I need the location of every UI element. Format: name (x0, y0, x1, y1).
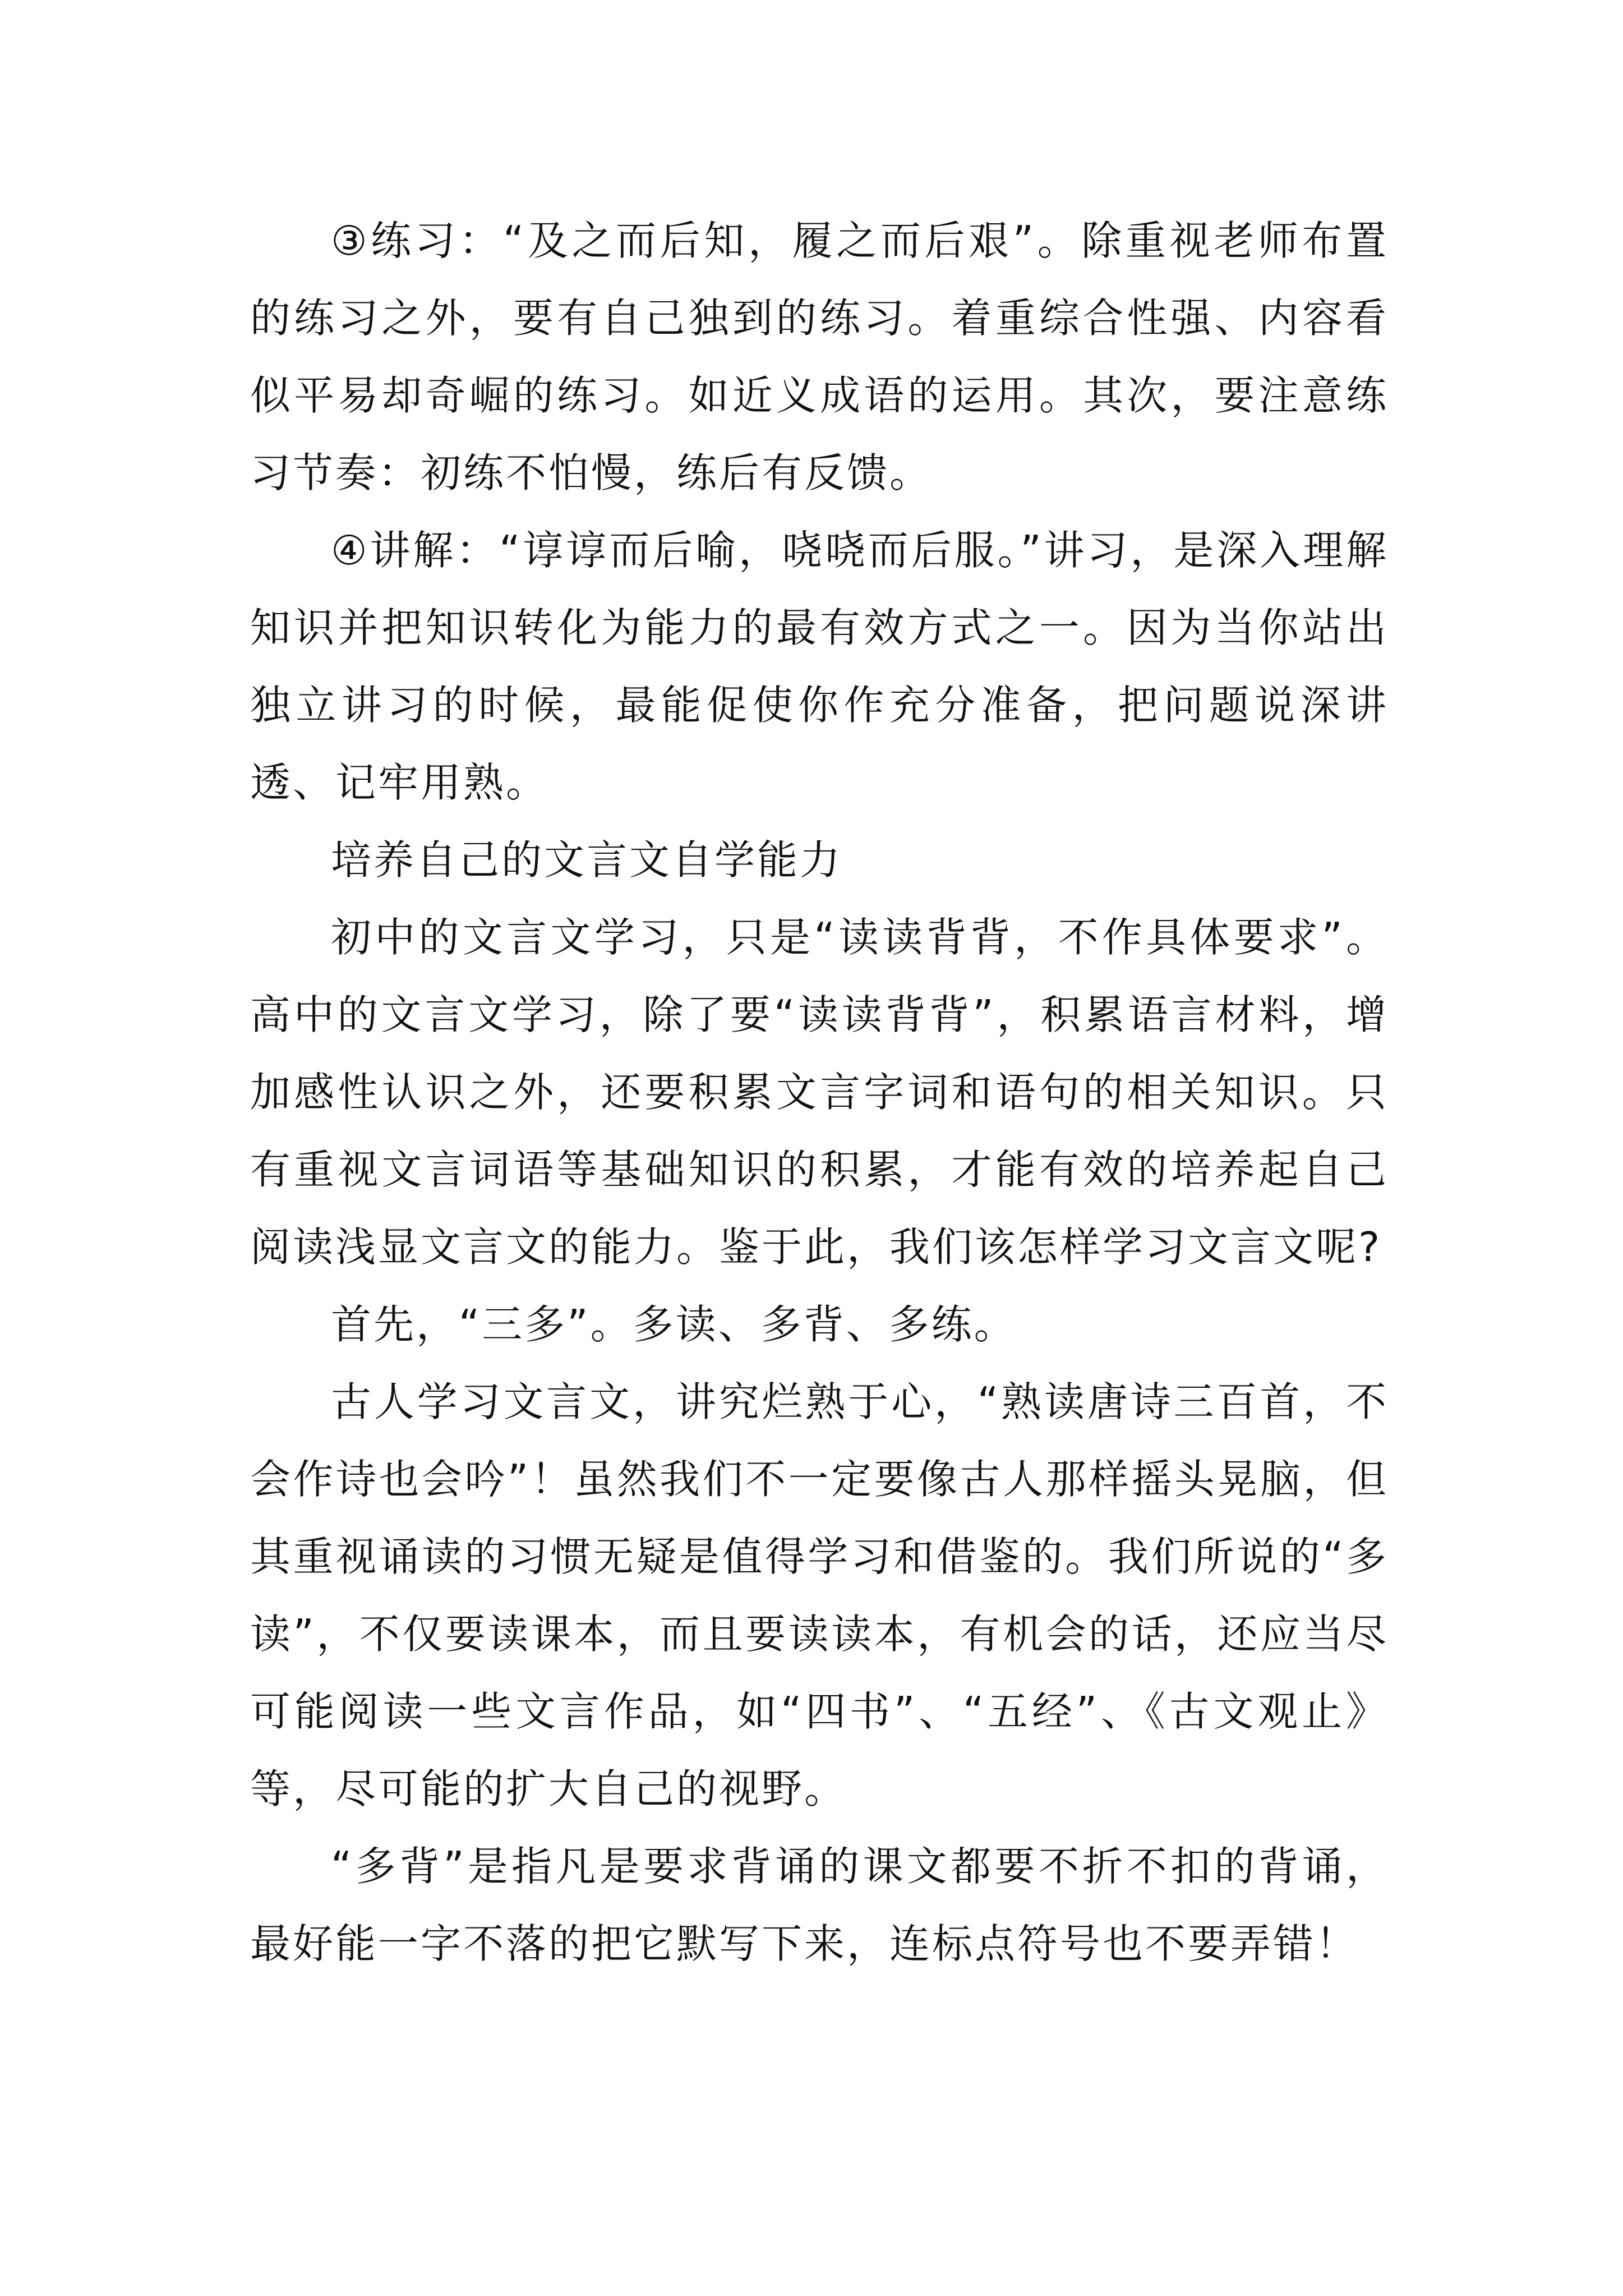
paragraph-three-mores: 首先，“三多”。多读、多背、多练。 (331, 1301, 1017, 1348)
section-heading: 培养自己的文言文自学能力 (331, 836, 843, 884)
paragraph-read-more: 古人学习文言文，讲究烂熟于心，“熟读唐诗三百首，不会作诗也会吟”！虽然我们不一定要像古人那样摇头晃脑，但其重视诵读的习惯无疑是值得学习和借鉴的。我们所说的“多读”，不仅要读课本，而且要读读本，有机会的话，还应当尽可能阅读一些文言作品，如“四书”、“五经”、《古文观止》等，尽可能的扩大自己的视野。 (250, 1378, 1389, 1812)
paragraph-practice: ③练习：“及之而后知，履之而后艰”。除重视老师布置的练习之外，要有自己独到的练习。着重综合性强、内容看似平易却奇崛的练习。如近义成语的运用。其次，要注意练习节奏：初练不怕慢，练后有反馈。 (250, 217, 1389, 496)
paragraph-classical-chinese-intro: 初中的文言文学习，只是“读读背背，不作具体要求”。高中的文言文学习，除了要“读读背背”，积累语言材料，增加感性认识之外，还要积累文言字词和语句的相关知识。只有重视文言词语等基础知识的积累，才能有效的培养起自己阅读浅显文言文的能力。鉴于此，我们该怎样学习文言文呢? (250, 914, 1389, 1271)
paragraph-explanation: ④讲解：“谆谆而后喻，哓哓而后服。”讲习，是深入理解知识并把知识转化为能力的最有效方式之一。因为当你站出独立讲习的时候，最能促使你作充分准备，把问题说深讲透、记牢用熟。 (250, 527, 1389, 806)
paragraph-recite-more: “多背”是指凡是要求背诵的课文都要不折不扣的背诵，最好能一字不落的把它默写下来，连标点符号也不要弄错！ (250, 1843, 1389, 1967)
document-body (250, 202, 1389, 1982)
